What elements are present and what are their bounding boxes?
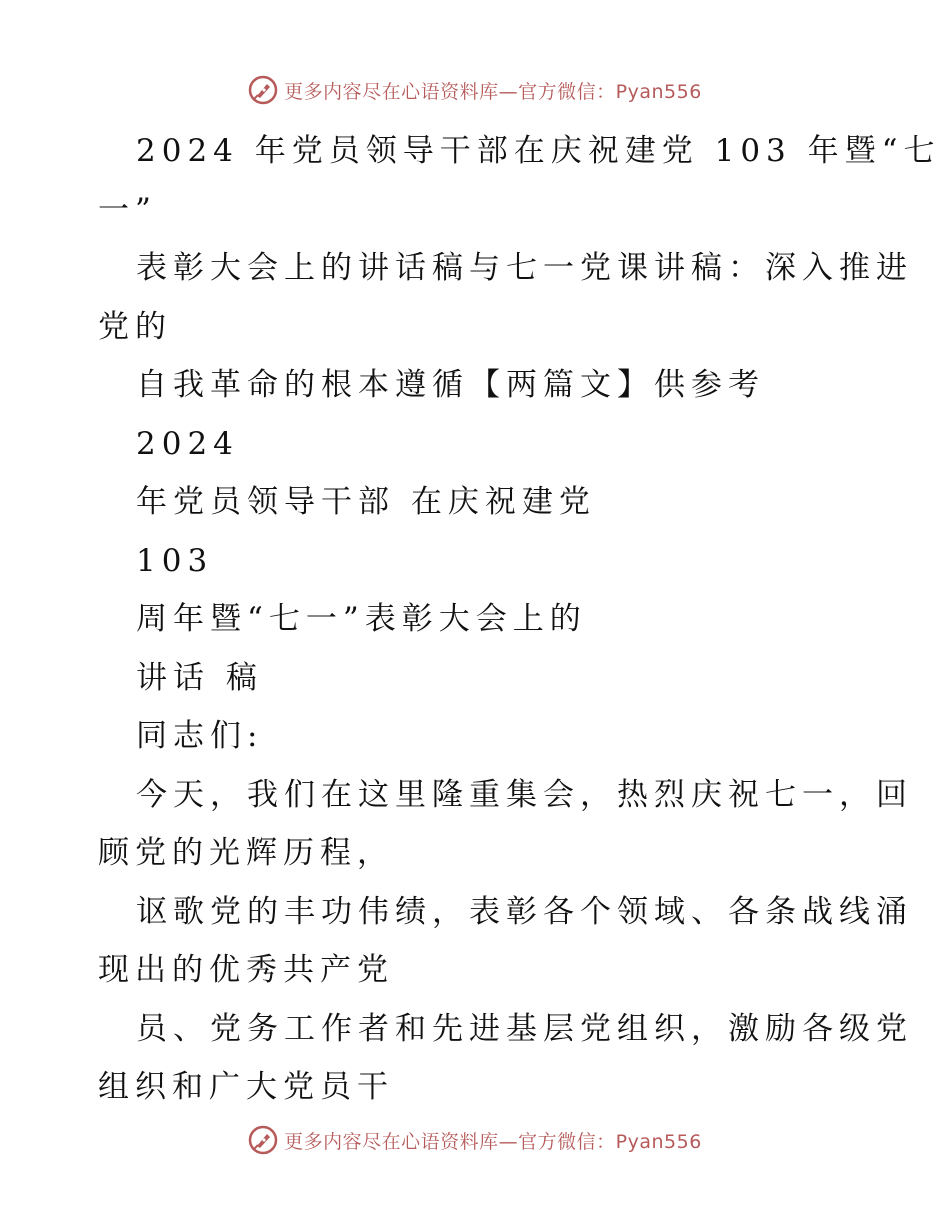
document-body [98,122,941,1117]
document-line: 自我革命的根本遵循【两篇文】供参考 [136,367,765,403]
document-line: 现出的优秀共产党 [98,952,394,988]
document-line: 一” [98,191,157,228]
header-banner-inner [248,75,702,105]
document-line: 组织和广大党员干 [98,1069,394,1105]
document-line: 2024 年党员领导干部在庆祝建党 103 年暨“七 [136,133,941,169]
banner-separator: — [498,80,519,103]
header-banner-text [284,77,702,104]
footer-banner-inner [248,1125,702,1155]
banner-wechat-text: 官方微信：Pyan556 [518,1130,702,1153]
banner-separator: — [498,1130,519,1153]
banner-main-text: 更多内容尽在心语资料库 [284,80,499,103]
pen-nib-logo-icon [248,1125,278,1155]
footer-banner [0,1120,950,1160]
document-line: 顾党的光辉历程， [98,835,394,871]
pen-nib-logo-icon [248,75,278,105]
footer-banner-text [284,1127,702,1154]
document-line: 讴歌党的丰功伟绩，表彰各个领域、各条战线涌 [136,893,913,930]
document-line: 周年暨“七一”表彰大会上的 [136,601,587,637]
document-line: 今天，我们在这里隆重集会，热烈庆祝七一，回 [136,776,913,813]
document-line: 讲话 稿 [136,659,263,696]
document-line: 年党员领导干部 在庆祝建党 [136,484,596,520]
document-line: 同志们: [136,718,264,754]
document-line: 党的 [98,308,172,345]
banner-main-text: 更多内容尽在心语资料库 [284,1130,499,1153]
document-line: 2024 [136,425,239,462]
document-line: 表彰大会上的讲话稿与七一党课讲稿：深入推进 [136,250,913,286]
document-line: 员、党务工作者和先进基层党组织，激励各级党 [136,1010,913,1047]
document-line: 103 [136,542,214,579]
header-banner [0,70,950,110]
banner-wechat-text: 官方微信：Pyan556 [518,80,702,103]
